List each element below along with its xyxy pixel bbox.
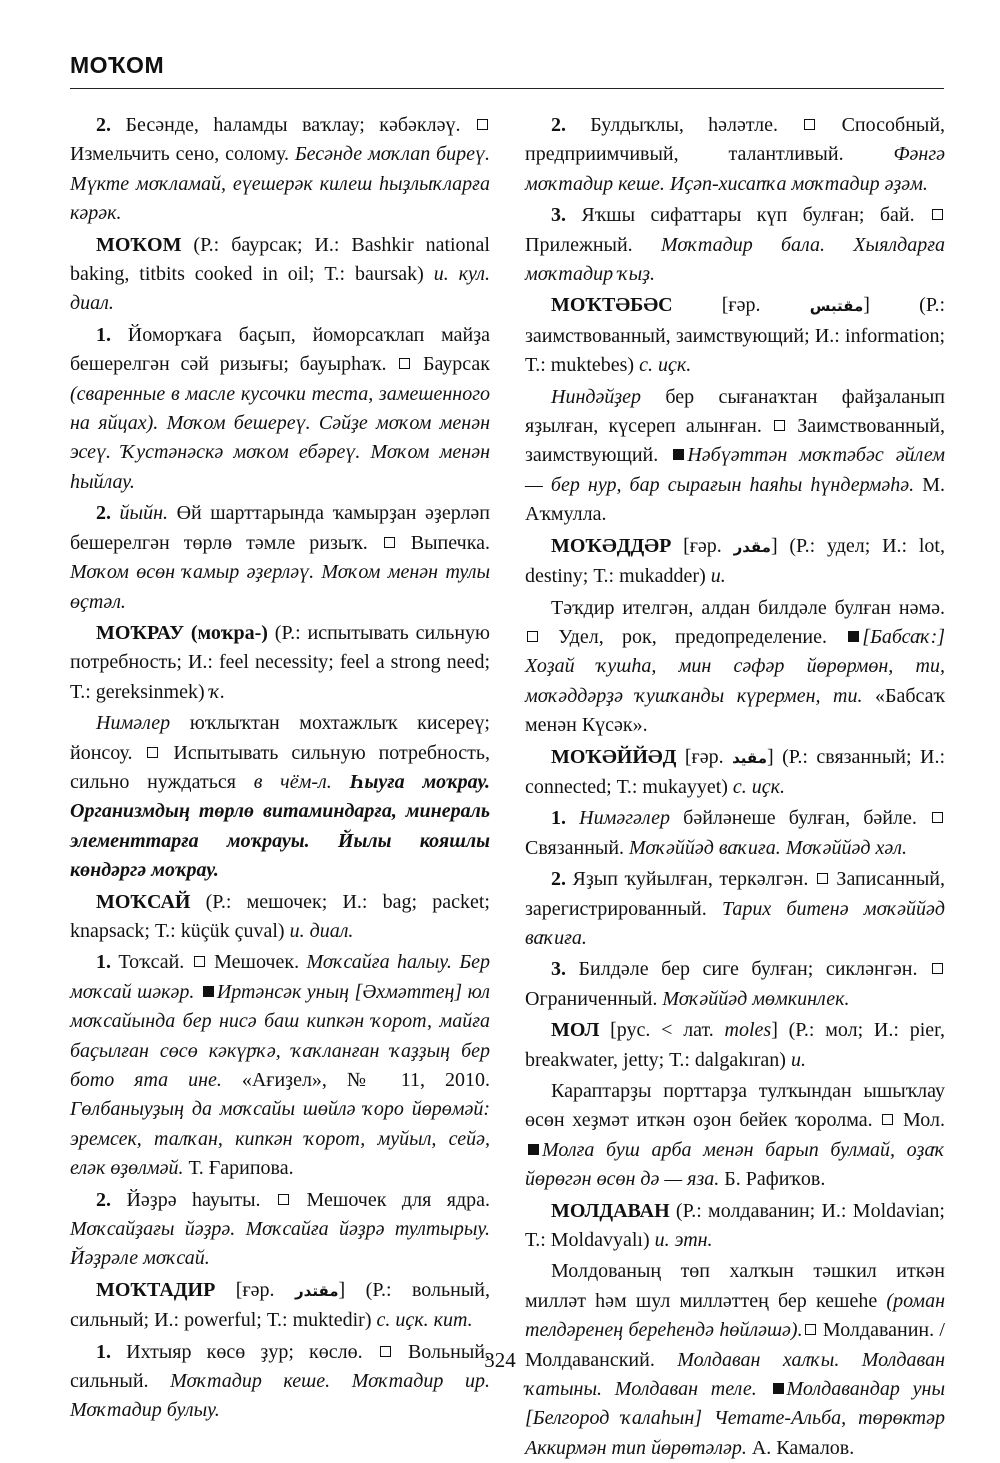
translation: Ограниченный. <box>525 987 663 1010</box>
grammar-label: с. иҫк. кит. <box>376 1309 473 1332</box>
example: Моҡтадир кеше. Моҡтадир ир. Моҡтадир булыу. <box>70 1370 490 1422</box>
right-column <box>525 111 945 1463</box>
definition: Йәҙрә һауыты. <box>126 1188 277 1211</box>
sense-number: 1. <box>96 951 119 974</box>
translation: Испытывать сильную потребность, сильно нуждаться <box>70 741 490 793</box>
translation: Баурсак <box>422 353 491 376</box>
example: Фәнгә моҡтадир кеше. Иҫәп-хисапҡа моҡтадир әҙәм. <box>525 143 945 195</box>
headword: МОҠРАУ (моҡра-) <box>96 621 268 644</box>
citation: Нәбүәттән моҡтәбәс әйлем — бер нур, бар сырағын һаяһы һүндермәһә. <box>525 444 946 496</box>
example: Моҡсайға һалыу. Бер моҡсай шәкәр. <box>70 951 490 1003</box>
definition: Тәҡдир ителгән, алдан билдәле булған нәмә. <box>551 596 945 619</box>
headword: МОҠОМ <box>96 233 182 256</box>
citation-source: «Бабсаҡ менән Күсәк». <box>525 684 945 737</box>
citation: Молға буш арба менән барып булмай, оҙаҡ йөрөгән өсөн дә — яза. <box>525 1138 945 1191</box>
citation-source: Т. Ғарипова. <box>183 1157 294 1180</box>
example: Моҡәййәд мөмкинлек. <box>662 987 850 1010</box>
entry-sense <box>525 955 945 1014</box>
headword: МОЛ <box>551 1019 600 1042</box>
definition: бер сығанаҡтан файҙаланып яҙылған, күсереп алынған. <box>525 385 945 438</box>
example: Тарих битенә моҡәййәд ваҡиға. <box>525 897 945 949</box>
definition: Өй шарттарында ҡамырҙан әҙерләп бешерелгән төрлө тәмле ризыҡ. <box>70 502 491 554</box>
definition: Яҙып ҡуйылған, теркәлгән. <box>572 868 815 891</box>
origin: [ғәр. <box>676 745 733 768</box>
grammar-label: и. <box>710 565 726 588</box>
definition: юҡлыҡтан мохтажлыҡ кисереү; йонсоу. <box>70 712 490 764</box>
etymology: (Р.: баурсак; И.: Bashkir national baking, titbits cooked in oil; Т.: baursak) <box>70 233 490 286</box>
translation: Выпечка. <box>410 531 490 554</box>
citation: Молдавандар уны [Белгород ҡалаһын] Четате-Альба, төрөктәр Аккирмән тип йөрөтәләр. <box>525 1378 945 1459</box>
definition: Йоморҡаға баҫып, йоморсаҡлап майҙа бешерелгән сәй ризығы; бауырһаҡ. <box>70 323 491 376</box>
translation: Связанный. <box>525 836 630 859</box>
left-column <box>70 111 490 1426</box>
translation: Вольный, сильный. <box>70 1340 490 1393</box>
definition: Ихтыяр көсө ҙур; көслө. <box>126 1340 378 1363</box>
entry-header <box>70 619 490 707</box>
etymology: ] (Р.: связанный; И.: connected; Т.: mukayyet) <box>525 745 945 798</box>
usage-label: Ниндәйҙер <box>551 385 642 408</box>
translation-marker-icon <box>477 119 488 130</box>
entry-header <box>70 888 490 947</box>
translation-marker-icon <box>278 1194 289 1205</box>
entry-sense <box>70 499 490 617</box>
grammar-label: ҡ. <box>209 680 226 703</box>
arabic-script: مقتبس <box>809 297 864 316</box>
sense-number: 2. <box>96 502 120 525</box>
usage-label: йыйн. <box>119 502 177 525</box>
example: Молдаван халҡы. Молдаван ҡатыны. Молдаван теле. <box>525 1348 945 1401</box>
translation: Прилежный. <box>525 233 661 256</box>
usage-label: Нимәгәлер <box>579 807 671 830</box>
entry-sense <box>525 201 945 289</box>
grammar-label: и. диал. <box>289 919 354 942</box>
grammar-label: и. этн. <box>654 1229 713 1252</box>
citation-marker-icon <box>848 631 859 642</box>
grammar-label: и. кул. диал. <box>70 263 491 315</box>
entry-sense <box>525 111 945 199</box>
translation-marker-icon <box>147 747 158 758</box>
entry-sense <box>525 804 945 863</box>
translation-note: (сваренные в масле кусочки теста, замешенного на яйцах). <box>70 382 490 435</box>
translation: Способный, предприимчивый, талантливый. <box>525 114 946 166</box>
origin: [ғәр. <box>672 294 810 317</box>
etymology: ] (Р.: вольный, сильный; И.: powerful; Т.: muktedir) <box>70 1278 490 1332</box>
sense-number: 2. <box>96 114 126 136</box>
etymology: ] (Р.: удел; И.: lot, destiny; Т.: mukadder) <box>525 534 945 588</box>
etymology: (Р.: мешочек; И.: bag; packet; knapsack; Т.: küçük çuval) <box>70 890 490 942</box>
entry-sense <box>70 321 490 497</box>
entry-sense <box>525 594 945 741</box>
example: Бесәнде моҡлап биреү. Мүкте моҡламай, еүешерәк килеш һыҙлыҡларға кәрәк. <box>70 143 490 225</box>
headword: МОҠӘДДӘР <box>551 534 672 557</box>
citation-marker-icon <box>773 1383 784 1394</box>
citation-source: Б. Рафиҡов. <box>719 1168 826 1191</box>
translation-marker-icon <box>194 956 205 967</box>
running-head: МОҠОМ <box>70 52 165 78</box>
translation: Заимствованный, заимствующий. <box>525 415 946 467</box>
citation-source: «Ағиҙел», № 11, 2010. <box>221 1069 490 1091</box>
origin: [ғәр. <box>671 534 734 557</box>
usage-label: Нимәлер <box>96 712 171 735</box>
translation-marker-icon <box>527 631 538 642</box>
sense-number: 1. <box>551 807 580 830</box>
grammar-label: и. <box>790 1048 806 1071</box>
sense-number: 2. <box>551 868 573 891</box>
translation: Мешочек. <box>214 951 307 974</box>
citation: Гөлбаныуҙың да моҡсайы шөйлә ҡоро йөрөмәй: эремсек, талҡан, кипкән ҡорот, муйыл, сейә, еләк өҙөлмәй. <box>70 1098 490 1180</box>
entry-sense <box>70 709 490 885</box>
citation: [Бабсаҡ:] Хоҙай ҡушһа, мин сәфәр йөрөрмөн, ти, моҡәддәрҙә ҡушҡанды күрермен, ти. <box>525 625 946 707</box>
translation-marker-icon <box>804 119 815 130</box>
headword: МОҠӘЙЙӘД <box>551 745 677 768</box>
origin: [рус. < лат. <box>599 1019 725 1042</box>
translation: Молдаванин. / Молдаванский. <box>525 1319 945 1371</box>
headword: МОҠТАДИР <box>96 1278 216 1301</box>
citation-marker-icon <box>673 449 684 460</box>
translation: Мол. <box>903 1109 946 1132</box>
etymology: ] (Р.: заимствованный, заимствующий; И.: information; Т.: muktebes) <box>525 294 945 377</box>
translation-marker-icon <box>882 1114 893 1125</box>
entry-header <box>525 743 945 803</box>
latin-source: moles <box>724 1019 772 1042</box>
translation-marker-icon <box>399 358 410 369</box>
entry-sense <box>70 111 490 229</box>
definition: Булдыҡлы, һәләтле. <box>590 114 803 136</box>
translation-note: в чём-л. <box>253 770 350 793</box>
translation: Измельчить сено, солому. <box>70 143 295 166</box>
entry-header <box>525 1197 945 1256</box>
definition: Тоҡсай. <box>118 951 192 974</box>
definition: Караптарҙы порттарҙа тулҡындан ышыҡлау өсөн хеҙмәт иткән оҙон бейек ҡоролма. <box>525 1080 945 1132</box>
sense-number: 2. <box>96 1188 127 1211</box>
translation-marker-icon <box>817 873 828 884</box>
definition: Яҡшы сифаттары күп булған; бай. <box>581 204 930 227</box>
origin: [ғәр. <box>215 1278 296 1301</box>
definition: Билдәле бер сиге булған; сикләнгән. <box>578 958 931 981</box>
headword: МОҠСАЙ <box>96 890 191 913</box>
entry-header <box>525 291 945 380</box>
arabic-script: مقدر <box>733 537 771 556</box>
entry-header <box>70 1276 490 1336</box>
translation: Записанный, зарегистрированный. <box>525 868 946 920</box>
entry-sense <box>525 1077 945 1195</box>
citation-marker-icon <box>528 1144 539 1155</box>
arabic-script: مقتدر <box>295 1281 339 1300</box>
entry-sense <box>70 1186 490 1274</box>
translation-marker-icon <box>932 963 943 974</box>
translation-marker-icon <box>805 1324 816 1335</box>
sense-number: 1. <box>96 1340 127 1363</box>
translation-marker-icon <box>384 537 395 548</box>
grammar-label: с. иҫк. <box>639 354 692 377</box>
translation-marker-icon <box>932 209 943 220</box>
definition: Бесәнде, һаламды ваҡлау; кәбәкләү. <box>125 114 475 136</box>
sense-number: 2. <box>551 114 591 136</box>
translation-marker-icon <box>932 812 943 823</box>
etymology: ] (Р.: мол; И.: pier, breakwater, jetty; Т.: dalgakıran) <box>525 1019 945 1071</box>
translation: Мешочек для ядра. <box>306 1188 491 1211</box>
entry-sense <box>525 383 945 530</box>
definition-note: (роман телдәренең береһендә һөйләшә). <box>525 1289 945 1342</box>
example: Һыуға моҡрау. Организмдың төрлө витаминдарға, минераль элементтарға моҡрауы. Йылы кояшлы көндәргә моҡрау. <box>70 770 490 882</box>
translation-marker-icon <box>774 420 785 431</box>
citation: Иртәнсәк уның [Әхмәттең] юл моҡсайында бер нисә баш кипкән ҡорот, майға баҫылған сөсө кәкүрҡә, ҡаҡланған ҡаҙҙың бер бото ята ине. <box>70 980 490 1091</box>
definition: Молдованың төп халҡын тәшкил иткән милләт һәм шул милләттең бер кешеһе <box>525 1260 945 1312</box>
example: Моҡтадир бала. Хыялдарға моҡтадир ҡыҙ. <box>525 233 946 286</box>
header-rule <box>70 88 944 89</box>
citation-source: М. Аҡмулла. <box>525 473 945 526</box>
citation-marker-icon <box>203 986 214 997</box>
etymology: (Р.: молдаванин; И.: Moldavian; Т.: Moldavyalı) <box>525 1199 945 1252</box>
entry-header <box>525 1016 945 1075</box>
example: Моҡом өсөн ҡамыр әҙерләү. Моҡом менән тулы өҫтәл. <box>70 561 490 613</box>
example: Моҡәййәд ваҡиға. Моҡәййәд хәл. <box>629 836 908 859</box>
entry-sense <box>70 948 490 1183</box>
etymology: (Р.: испытывать сильную потребность; И.: feel necessity; feel a strong need; Т.: gereksinmek) <box>70 621 490 703</box>
translation: Удел, рок, предопределение. <box>558 625 846 648</box>
citation-source: А. Камалов. <box>746 1436 855 1459</box>
definition: бәйләнеше булған, бәйле. <box>670 807 930 830</box>
sense-number: 3. <box>551 204 582 227</box>
example: Моҡом бешереү. Сәйҙе моҡом менән эсеү. Ҡустәнәскә моҡом ебәреү. Моҡом менән һыйлау. <box>70 412 490 493</box>
sense-number: 3. <box>551 958 579 981</box>
entry-header <box>70 231 490 319</box>
grammar-label: с. иҫк. <box>732 775 786 798</box>
headword: МОҠТӘБӘС <box>551 294 673 317</box>
arabic-script: مقيد <box>732 748 767 767</box>
sense-number: 1. <box>96 323 128 346</box>
entry-sense <box>525 865 945 953</box>
page-number: 324 <box>484 1348 516 1372</box>
headword: МОЛДАВАН <box>551 1199 670 1222</box>
entry-header <box>525 532 945 592</box>
example: Моҡсайҙағы йәҙрә. Моҡсайға йәҙрә тултырыу. Йәҙрәле моҡсай. <box>70 1218 490 1270</box>
